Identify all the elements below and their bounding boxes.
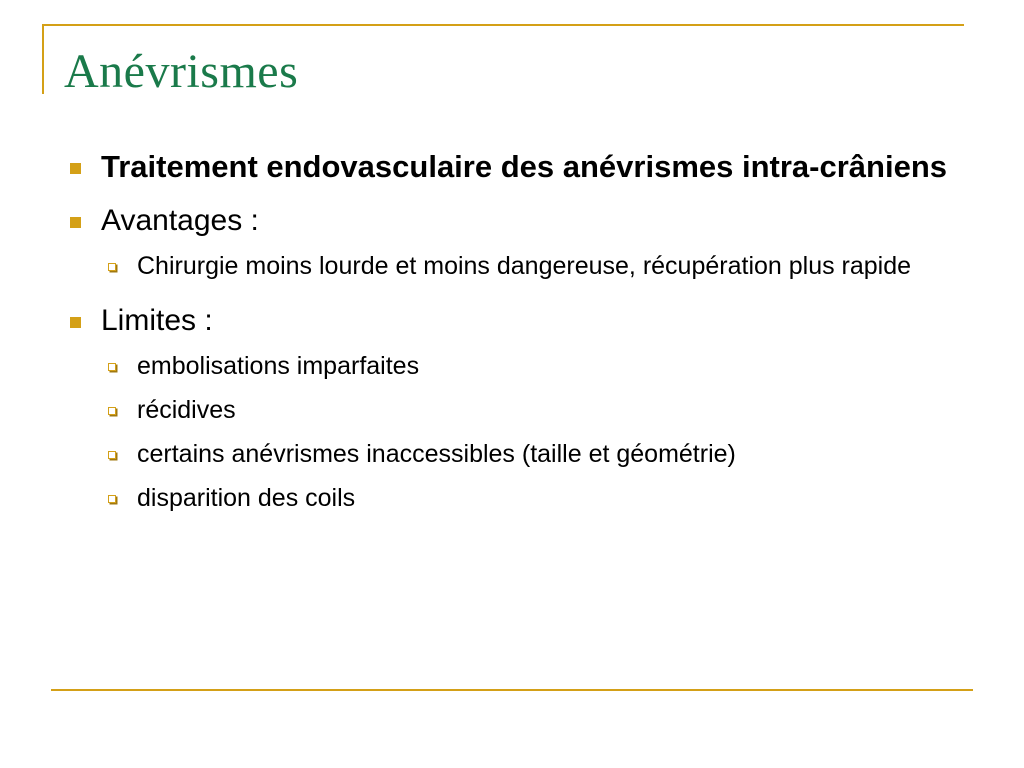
sub-bullet-item-coils [64, 480, 964, 516]
sub-bullet-text: disparition des coils [137, 484, 356, 512]
bullet-text: Avantages : [101, 204, 259, 237]
filled-square-bullet-icon [70, 217, 81, 228]
bullet-list [64, 146, 964, 516]
sub-bullet-item-embolisations [64, 348, 964, 384]
sub-bullet-item-chirurgie [64, 248, 964, 284]
hollow-square-bullet-icon [108, 363, 116, 371]
sub-bullet-item-recidives [64, 392, 964, 428]
sub-bullet-text: certains anévrismes inaccessibles (taille et géométrie) [137, 440, 736, 468]
bullet-text: Limites : [101, 304, 213, 337]
bullet-item-limites [64, 302, 964, 340]
left-border-line [42, 24, 44, 94]
bullet-text: Traitement endovasculaire des anévrismes intra-crâniens [101, 149, 947, 184]
hollow-square-bullet-icon [108, 407, 116, 415]
sub-bullet-text: Chirurgie moins lourde et moins dangereuse, récupération plus rapide [137, 252, 912, 280]
slide-title: Anévrismes [64, 45, 299, 98]
bullet-item-traitement [64, 146, 964, 188]
filled-square-bullet-icon [70, 317, 81, 328]
sub-bullet-text: embolisations imparfaites [137, 352, 420, 380]
hollow-square-bullet-icon [108, 263, 116, 271]
bottom-border-line [51, 689, 973, 691]
top-border-line [42, 24, 964, 26]
bullet-item-avantages [64, 202, 964, 240]
hollow-square-bullet-icon [108, 495, 116, 503]
sub-bullet-text: récidives [137, 396, 236, 424]
sub-bullet-item-inaccessibles [64, 436, 964, 472]
hollow-square-bullet-icon [108, 451, 116, 459]
filled-square-bullet-icon [70, 163, 81, 174]
